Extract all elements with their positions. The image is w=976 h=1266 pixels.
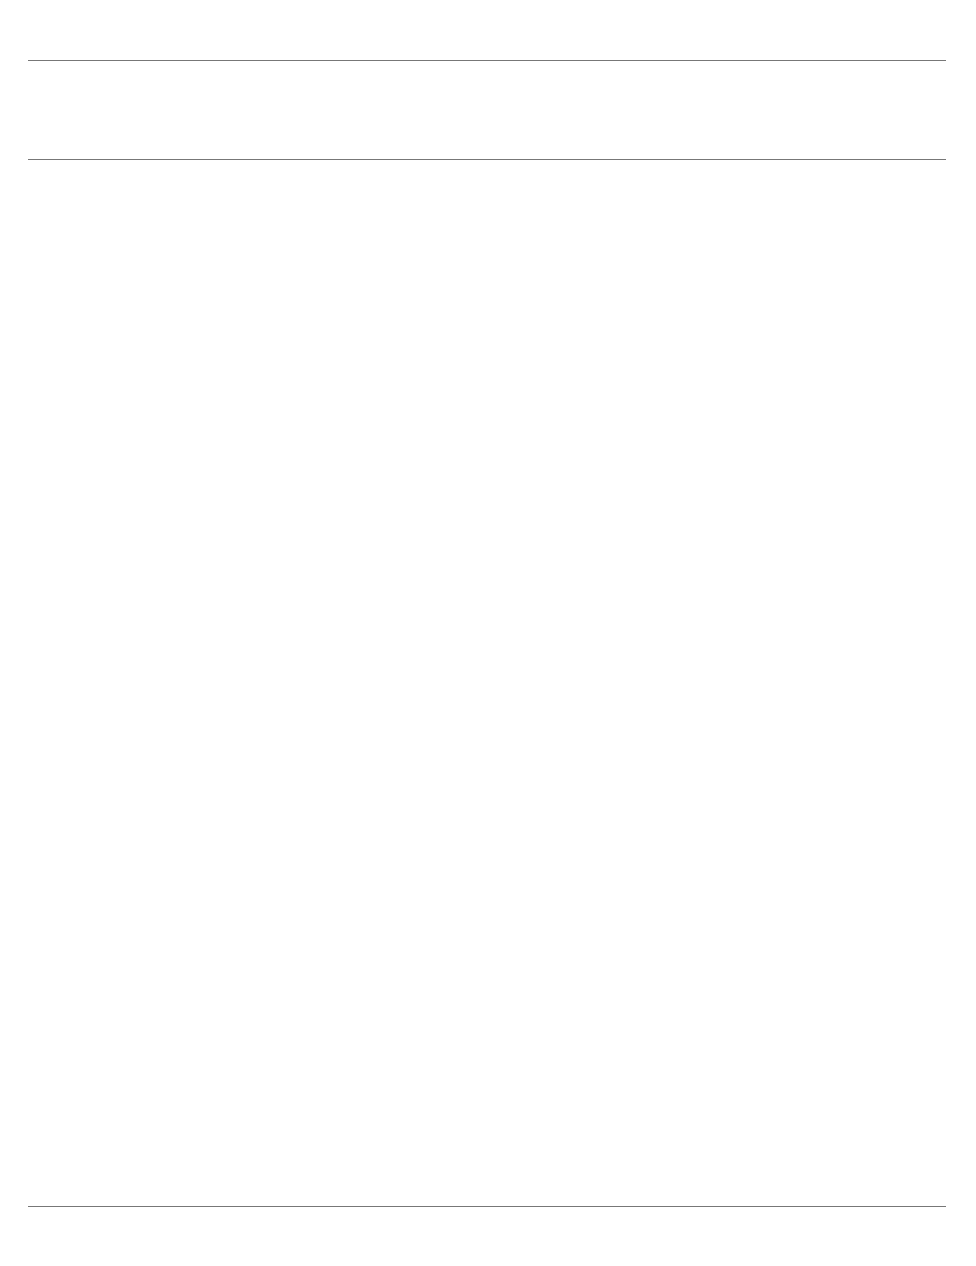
top-rule bbox=[28, 60, 946, 61]
bottom-rule bbox=[28, 1206, 946, 1207]
header-rule bbox=[28, 159, 946, 160]
